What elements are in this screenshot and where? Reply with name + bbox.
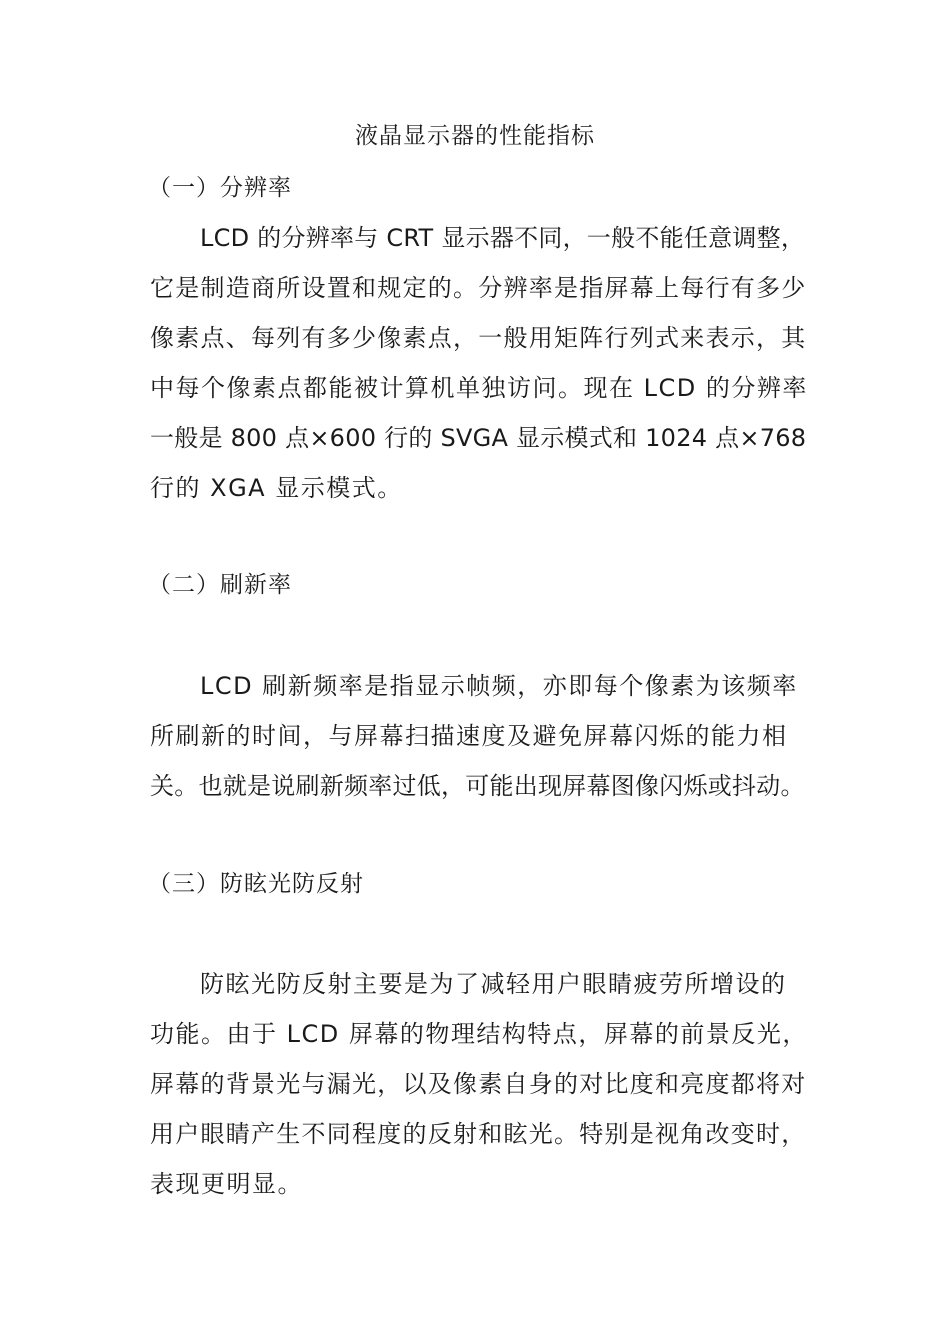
paragraph-line: 中每个像素点都能被计算机单独访问。现在 LCD 的分辨率: [150, 374, 808, 402]
section-paragraph-anti-glare: [150, 959, 810, 1209]
paragraph-line: 行的 XGA 显示模式。: [150, 474, 403, 502]
paragraph-line: 用户眼睛产生不同程度的反射和眩光。特别是视角改变时，: [150, 1120, 807, 1148]
paragraph-line: 防眩光防反射主要是为了减轻用户眼睛疲劳所增设的: [200, 970, 787, 998]
document-title: 液晶显示器的性能指标: [355, 123, 595, 149]
paragraph-line: LCD 刷新频率是指显示帧频，亦即每个像素为该频率: [200, 672, 798, 700]
paragraph-line: 像素点、每列有多少像素点，一般用矩阵行列式来表示，其: [150, 324, 807, 352]
paragraph-line: LCD 的分辨率与 CRT 显示器不同，一般不能任意调整，: [200, 224, 806, 252]
paragraph-line: 表现更明显。: [150, 1170, 303, 1198]
paragraph-line: 功能。由于 LCD 屏幕的物理结构特点，屏幕的前景反光，: [150, 1020, 808, 1048]
section-heading-resolution: （一）分辨率: [148, 175, 292, 201]
paragraph-line: 它是制造商所设置和规定的。分辨率是指屏幕上每行有多少: [150, 274, 807, 302]
paragraph-line: 所刷新的时间，与屏幕扫描速度及避免屏幕闪烁的能力相: [150, 722, 788, 750]
section-heading-refresh-rate: （二）刷新率: [148, 572, 292, 598]
section-paragraph-resolution: [150, 213, 810, 513]
section-heading-anti-glare: （三）防眩光防反射: [148, 871, 364, 897]
section-paragraph-refresh-rate: [150, 661, 810, 811]
paragraph-line: 关。也就是说刷新频率过低，可能出现屏幕图像闪烁或抖动。: [150, 772, 805, 800]
paragraph-line: 一般是 800 点×600 行的 SVGA 显示模式和 1024 点×768: [150, 424, 807, 452]
paragraph-line: 屏幕的背景光与漏光，以及像素自身的对比度和亮度都将对: [150, 1070, 807, 1098]
